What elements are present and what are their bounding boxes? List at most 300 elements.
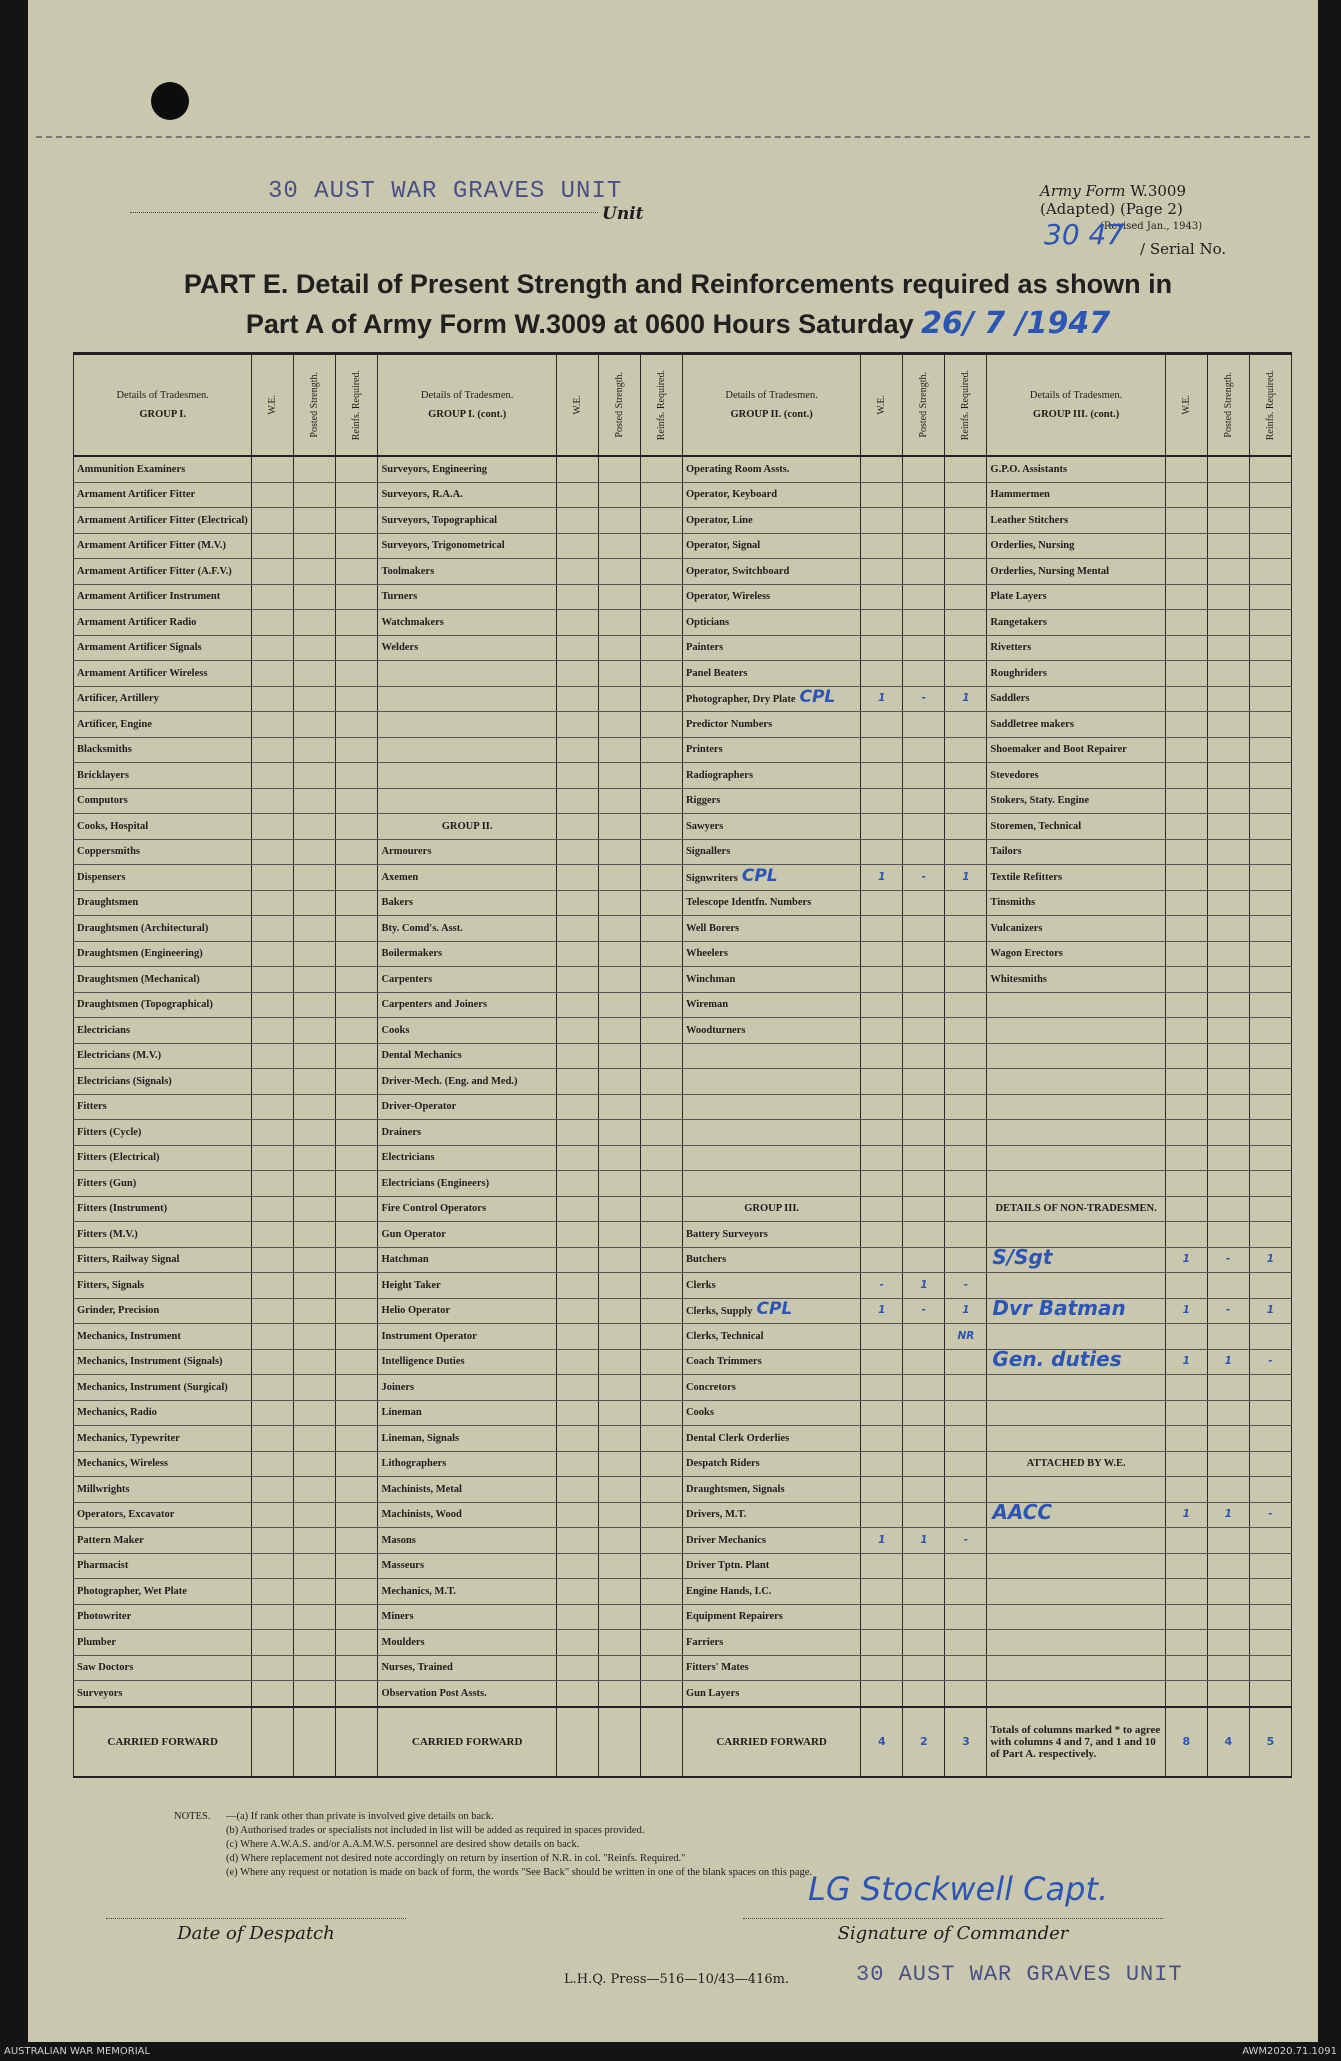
count-cell (598, 482, 640, 508)
trade-name-cell (682, 737, 860, 763)
trade-name-cell (987, 610, 1165, 636)
handwritten-note: Dvr Batman (992, 1298, 1126, 1321)
trade-name-cell (987, 1375, 1165, 1401)
group-label: GROUP I. (139, 409, 187, 420)
trade-name: Driver-Operator (381, 1101, 457, 1113)
count-cell (336, 712, 378, 738)
trade-name-cell (987, 559, 1165, 585)
trade-name-cell (682, 763, 860, 789)
trade-name-cell (378, 686, 556, 712)
count-cell (1207, 1171, 1249, 1197)
trade-name: Nurses, Trained (381, 1662, 453, 1674)
trade-name: Roughriders (990, 667, 1047, 679)
count-cell: 1 (1249, 1298, 1291, 1324)
count-cell (1165, 1145, 1207, 1171)
trade-name-cell (378, 1604, 556, 1630)
trade-name-cell (682, 1298, 860, 1324)
count-cell (861, 890, 903, 916)
count-cell (945, 890, 987, 916)
count-cell (945, 482, 987, 508)
count-cell (336, 1553, 378, 1579)
trade-name: Fitters, Signals (77, 1279, 145, 1291)
trade-name-cell (987, 1298, 1165, 1324)
count-cell (598, 763, 640, 789)
count-cell (336, 1196, 378, 1222)
count-cell: 1 (903, 1528, 945, 1554)
count-cell (945, 1681, 987, 1707)
trade-name-cell (682, 1222, 860, 1248)
trade-name-cell (378, 1222, 556, 1248)
count-cell (861, 1324, 903, 1350)
note-a: —(a) If rank other than private is involved give details on back. (226, 1811, 494, 1822)
trade-name-cell (74, 1094, 252, 1120)
count-cell (252, 1247, 294, 1273)
count-cell (598, 1426, 640, 1452)
count-cell (945, 737, 987, 763)
count-cell (945, 763, 987, 789)
table-row (74, 814, 1292, 840)
press-imprint: L.H.Q. Press—516—10/43—416m. (564, 1972, 790, 1987)
trade-name-cell (74, 1120, 252, 1146)
trade-name: Armament Artificer Fitter (A.F.V.) (77, 565, 232, 577)
count-cell (945, 635, 987, 661)
table-row (74, 1324, 1292, 1350)
note-c: (c) Where A.W.A.S. and/or A.A.M.W.S. personnel are desired show details on back. (226, 1839, 580, 1850)
count-cell (945, 1400, 987, 1426)
count-cell (861, 1018, 903, 1044)
count-cell (556, 1094, 598, 1120)
trade-name: Photowriter (77, 1611, 132, 1623)
count-cell (252, 712, 294, 738)
total-value (252, 1707, 294, 1777)
trade-name: Photographer, Dry Plate (685, 694, 796, 706)
count-cell (294, 1375, 336, 1401)
count-cell (1207, 482, 1249, 508)
form-name: Army Form (1040, 182, 1126, 200)
trade-name: Turners (381, 591, 418, 603)
count-cell (945, 839, 987, 865)
column-label: Posted Strength. (1222, 372, 1234, 438)
count-cell (640, 1426, 682, 1452)
count-cell (1207, 1426, 1249, 1452)
count-cell (1165, 992, 1207, 1018)
details-label: Details of Tradesmen. (420, 390, 514, 401)
count-cell (252, 610, 294, 636)
count-cell (556, 533, 598, 559)
count-cell (903, 1222, 945, 1248)
trade-name-cell (74, 610, 252, 636)
trade-name-cell (987, 1247, 1165, 1273)
count-cell (336, 508, 378, 534)
count-cell (336, 1273, 378, 1299)
trade-name-cell (74, 482, 252, 508)
count-cell (640, 1120, 682, 1146)
table-row (74, 1247, 1292, 1273)
count-cell (336, 737, 378, 763)
trade-name: Driver-Mech. (Eng. and Med.) (381, 1075, 518, 1087)
trade-name-cell (378, 1630, 556, 1656)
trade-name: Operating Room Assts. (685, 463, 790, 475)
count-cell (556, 839, 598, 865)
carried-forward-label: CARRIED FORWARD (74, 1707, 252, 1777)
total-value (336, 1707, 378, 1777)
count-cell: - (945, 1528, 987, 1554)
form-adapted: (Adapted) (Page 2) (1040, 200, 1183, 218)
count-cell (1207, 712, 1249, 738)
trade-name: Operator, Line (685, 514, 753, 526)
count-cell (294, 712, 336, 738)
count-cell (1165, 559, 1207, 585)
count-cell (294, 686, 336, 712)
count-cell (336, 533, 378, 559)
count-cell (252, 788, 294, 814)
trade-name: Artificer, Artillery (77, 693, 159, 705)
count-cell (861, 1426, 903, 1452)
count-cell (294, 763, 336, 789)
trade-name-cell (682, 1528, 860, 1554)
count-cell: 1 (1165, 1298, 1207, 1324)
count-cell (945, 1222, 987, 1248)
table-row (74, 1145, 1292, 1171)
trade-name: Masseurs (381, 1560, 425, 1572)
column-label: Posted Strength. (613, 372, 625, 438)
trade-name: Saddletree makers (990, 718, 1074, 730)
trade-name-cell (74, 661, 252, 687)
count-cell (640, 763, 682, 789)
count-cell: - (1249, 1502, 1291, 1528)
count-cell (640, 559, 682, 585)
trade-name-cell (74, 1579, 252, 1605)
count-cell (598, 635, 640, 661)
count-cell (336, 1375, 378, 1401)
count-cell (1207, 661, 1249, 687)
trade-name-cell (682, 1502, 860, 1528)
count-cell (1207, 1579, 1249, 1605)
trade-name-cell (378, 1451, 556, 1477)
total-value: 4 (861, 1707, 903, 1777)
count-cell (1207, 1273, 1249, 1299)
count-cell (1207, 559, 1249, 585)
count-cell (598, 456, 640, 482)
count-cell (294, 992, 336, 1018)
trade-name: Bricklayers (77, 769, 129, 781)
table-row (74, 1528, 1292, 1554)
count-cell (861, 661, 903, 687)
count-cell: 1 (903, 1273, 945, 1299)
column-header-we (556, 354, 598, 457)
count-cell (556, 941, 598, 967)
final-total-value: 8 (1165, 1707, 1207, 1777)
trade-name: Whitesmiths (990, 973, 1047, 985)
trade-name: Telescope Identfn. Numbers (685, 897, 812, 909)
count-cell (556, 508, 598, 534)
count-cell (252, 992, 294, 1018)
count-cell (294, 1502, 336, 1528)
count-cell (252, 1018, 294, 1044)
count-cell (336, 1528, 378, 1554)
trade-name: Miners (381, 1611, 414, 1623)
trade-name-cell (378, 533, 556, 559)
count-cell (1165, 1043, 1207, 1069)
count-cell (861, 508, 903, 534)
trade-name-cell (378, 1528, 556, 1554)
count-cell (336, 1681, 378, 1707)
count-cell (1249, 1043, 1291, 1069)
trade-name-cell (74, 1171, 252, 1197)
count-cell (598, 1324, 640, 1350)
count-cell (598, 533, 640, 559)
count-cell (252, 456, 294, 482)
count-cell (640, 1094, 682, 1120)
count-cell (903, 1247, 945, 1273)
count-cell (598, 1247, 640, 1273)
count-cell (1249, 635, 1291, 661)
trade-name-cell (682, 686, 860, 712)
trade-name-cell (682, 1604, 860, 1630)
trade-name-cell (378, 737, 556, 763)
count-cell (252, 1528, 294, 1554)
count-cell (640, 1630, 682, 1656)
column-header-details (682, 354, 860, 457)
trade-name: Tailors (990, 846, 1022, 858)
count-cell (252, 865, 294, 891)
count-cell (945, 1502, 987, 1528)
count-cell (598, 992, 640, 1018)
trade-name-cell (378, 1426, 556, 1452)
count-cell: - (861, 1273, 903, 1299)
trade-name-cell (74, 456, 252, 482)
trade-name-cell (378, 1247, 556, 1273)
trade-name: Engine Hands, I.C. (685, 1585, 772, 1597)
count-cell (861, 1145, 903, 1171)
count-cell (598, 1043, 640, 1069)
trade-name-cell (682, 1477, 860, 1503)
count-cell (1249, 1604, 1291, 1630)
carried-forward-label: CARRIED FORWARD (378, 1707, 556, 1777)
trade-name-cell (682, 1094, 860, 1120)
trade-name: Clerks, Technical (685, 1330, 764, 1342)
count-cell (294, 661, 336, 687)
trade-name: Watchmakers (381, 616, 444, 628)
count-cell (1165, 814, 1207, 840)
count-cell (1207, 992, 1249, 1018)
count-cell (1165, 788, 1207, 814)
trade-name-cell (987, 712, 1165, 738)
trade-name: Sawyers (685, 820, 724, 832)
count-cell (598, 1094, 640, 1120)
count-cell (1165, 482, 1207, 508)
count-cell (1207, 1375, 1249, 1401)
trade-name: Gun Operator (381, 1228, 446, 1240)
trade-name-cell (682, 1400, 860, 1426)
count-cell (640, 610, 682, 636)
count-cell: 1 (861, 1528, 903, 1554)
count-cell (336, 661, 378, 687)
trade-name-cell (378, 1502, 556, 1528)
trade-name: Carpenters and Joiners (381, 999, 488, 1011)
count-cell (252, 1579, 294, 1605)
trade-name: Operator, Wireless (685, 591, 771, 603)
count-cell (1165, 1273, 1207, 1299)
trade-name-cell (987, 1349, 1165, 1375)
count-cell (640, 814, 682, 840)
trade-name-cell (682, 610, 860, 636)
table-row (74, 456, 1292, 482)
count-cell (598, 967, 640, 993)
count-cell (1207, 916, 1249, 942)
punch-hole (151, 82, 189, 120)
trade-name-cell (74, 1273, 252, 1299)
count-cell (1207, 1553, 1249, 1579)
trade-name: Armament Artificer Fitter (77, 489, 196, 501)
count-cell (1207, 456, 1249, 482)
count-cell (861, 763, 903, 789)
count-cell (252, 1069, 294, 1095)
count-cell (1165, 1094, 1207, 1120)
count-cell (556, 661, 598, 687)
count-cell (640, 712, 682, 738)
total-value: 2 (903, 1707, 945, 1777)
count-cell (640, 1222, 682, 1248)
table-row (74, 967, 1292, 993)
count-cell (903, 1324, 945, 1350)
table-row (74, 533, 1292, 559)
count-cell (294, 1604, 336, 1630)
trade-name: DETAILS OF NON-TRADESMEN. (995, 1203, 1157, 1215)
count-cell (556, 788, 598, 814)
count-cell (556, 1655, 598, 1681)
trade-name-cell (74, 712, 252, 738)
trade-name: Well Borers (685, 922, 740, 934)
trade-name: Despatch Riders (685, 1458, 760, 1470)
count-cell (556, 686, 598, 712)
trade-name-cell (987, 635, 1165, 661)
count-cell (598, 1196, 640, 1222)
trade-name-cell (682, 1120, 860, 1146)
table-row (74, 916, 1292, 942)
trade-name: Dispensers (77, 871, 126, 883)
count-cell (640, 737, 682, 763)
count-cell (556, 1630, 598, 1656)
column-label: W.E. (1180, 395, 1192, 415)
trade-name-cell (987, 584, 1165, 610)
trade-name: Radiographers (685, 769, 754, 781)
count-cell (294, 1324, 336, 1350)
count-cell (1165, 763, 1207, 789)
trade-name-cell (682, 1145, 860, 1171)
count-cell (945, 1451, 987, 1477)
column-label: Posted Strength. (918, 372, 930, 438)
count-cell (294, 967, 336, 993)
group-label: GROUP II. (cont.) (730, 409, 813, 420)
count-cell (1249, 967, 1291, 993)
count-cell (861, 1681, 903, 1707)
details-label: Details of Tradesmen. (116, 390, 209, 401)
count-cell: 1 (1165, 1247, 1207, 1273)
trade-name: Fitters (Electrical) (77, 1152, 160, 1164)
trade-name-cell (682, 1553, 860, 1579)
trade-name-cell (378, 1579, 556, 1605)
count-cell (598, 610, 640, 636)
count-cell (252, 1349, 294, 1375)
trade-name-cell (74, 1375, 252, 1401)
count-cell (640, 1655, 682, 1681)
trade-name-cell (74, 1630, 252, 1656)
count-cell (336, 1451, 378, 1477)
count-cell (861, 1630, 903, 1656)
count-cell (252, 1451, 294, 1477)
strength-table (73, 352, 1292, 1778)
trade-name: Storemen, Technical (990, 820, 1082, 832)
count-cell (861, 1247, 903, 1273)
count-cell (1249, 1069, 1291, 1095)
trade-name-cell (987, 916, 1165, 942)
count-cell (861, 967, 903, 993)
trade-name-cell (987, 1222, 1165, 1248)
count-cell (1165, 533, 1207, 559)
count-cell (252, 533, 294, 559)
count-cell (903, 1400, 945, 1426)
count-cell (1207, 1681, 1249, 1707)
count-cell (556, 1553, 598, 1579)
count-cell (903, 1426, 945, 1452)
count-cell: NR (945, 1324, 987, 1350)
bottom-unit-stamp: 30 AUST WAR GRAVES UNIT (856, 1962, 1183, 1987)
count-cell (336, 890, 378, 916)
count-cell (294, 1145, 336, 1171)
trade-name: Pharmacist (77, 1560, 129, 1572)
column-header-we (861, 354, 903, 457)
trade-name: Coppersmiths (77, 846, 141, 858)
table-row (74, 1579, 1292, 1605)
trade-name-cell (987, 533, 1165, 559)
count-cell (1165, 890, 1207, 916)
count-cell (252, 1477, 294, 1503)
trade-name-cell (682, 1273, 860, 1299)
count-cell (640, 1579, 682, 1605)
table-row (74, 1298, 1292, 1324)
count-cell: 1 (861, 1298, 903, 1324)
table-row (74, 1094, 1292, 1120)
count-cell (903, 1094, 945, 1120)
count-cell (1165, 1655, 1207, 1681)
trade-name-cell (378, 941, 556, 967)
count-cell (861, 1477, 903, 1503)
count-cell (336, 584, 378, 610)
trade-name: GROUP II. (441, 820, 493, 832)
trade-name-cell (378, 1681, 556, 1707)
perforation-line (36, 136, 1310, 138)
trade-name-cell (74, 1247, 252, 1273)
trade-name-cell (74, 992, 252, 1018)
count-cell (903, 559, 945, 585)
count-cell (640, 1273, 682, 1299)
count-cell (640, 1298, 682, 1324)
count-cell (640, 1324, 682, 1350)
column-label: W.E. (267, 395, 279, 415)
trade-name: Blacksmiths (77, 744, 132, 756)
count-cell (1165, 1528, 1207, 1554)
count-cell (252, 890, 294, 916)
count-cell (598, 788, 640, 814)
trade-name: Mechanics, Instrument (Signals) (77, 1356, 223, 1368)
trade-name-cell (378, 1094, 556, 1120)
trade-name-cell (378, 763, 556, 789)
trade-name: Electricians (77, 1024, 131, 1036)
count-cell (252, 737, 294, 763)
count-cell (1249, 865, 1291, 891)
count-cell (1165, 1579, 1207, 1605)
